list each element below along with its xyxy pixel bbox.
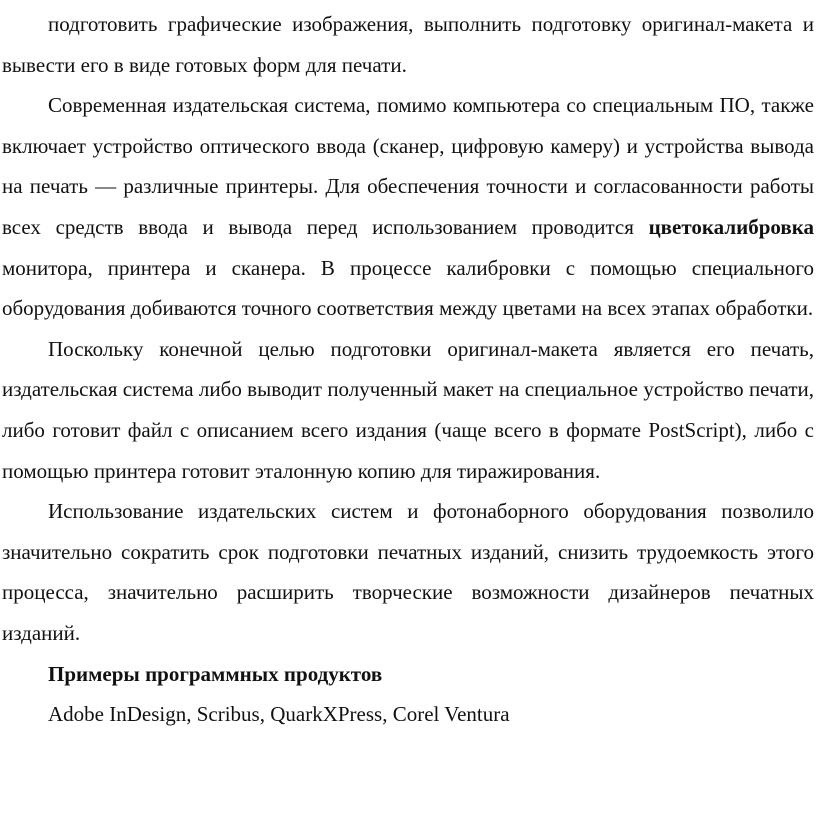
examples-list: Adobe InDesign, Scribus, QuarkXPress, Corel Ventura <box>48 702 510 727</box>
examples-heading: Примеры программных продуктов <box>48 661 383 686</box>
paragraph-text-before: Современная издательская система, помимо компьютера со специальным ПО, также включает устройство оптического ввода (сканер, цифровую камеру) и устройства вывода на печать — различные принтеры. Для обеспечения точности и согласованности работы всех средств ввода и вывода перед использованием проводится <box>2 93 814 239</box>
paragraph-output: Поскольку конечной целью подготовки оригинал-макета является его печать, издательская система либо выводит полученный макет на специальное устройство печати, либо готовит файл с описанием всего издания (чаще всего в формате PostScript), либо с помощью принтера готовит эталонную копию для тиражирования. <box>2 336 814 483</box>
paragraph-publishing-system <box>2 85 814 329</box>
term-color-calibration: цветокалибровка <box>648 214 814 239</box>
paragraph-text-after: монитора, принтера и сканера. В процессе калибровки с помощью специального оборудования добиваются точного соответствия между цветами на всех этапах обработки. <box>2 255 814 321</box>
paragraph-continuation: подготовить графические изображения, выполнить подготовку оригинал-макета и вывести его в виде готовых форм для печати. <box>2 12 814 77</box>
paragraph-benefits: Использование издательских систем и фотонаборного оборудования позволило значительно сократить срок подготовки печатных изданий, снизить трудоемкость этого процесса, значительно расширить творческие возможности дизайнеров печатных изданий. <box>2 499 814 645</box>
